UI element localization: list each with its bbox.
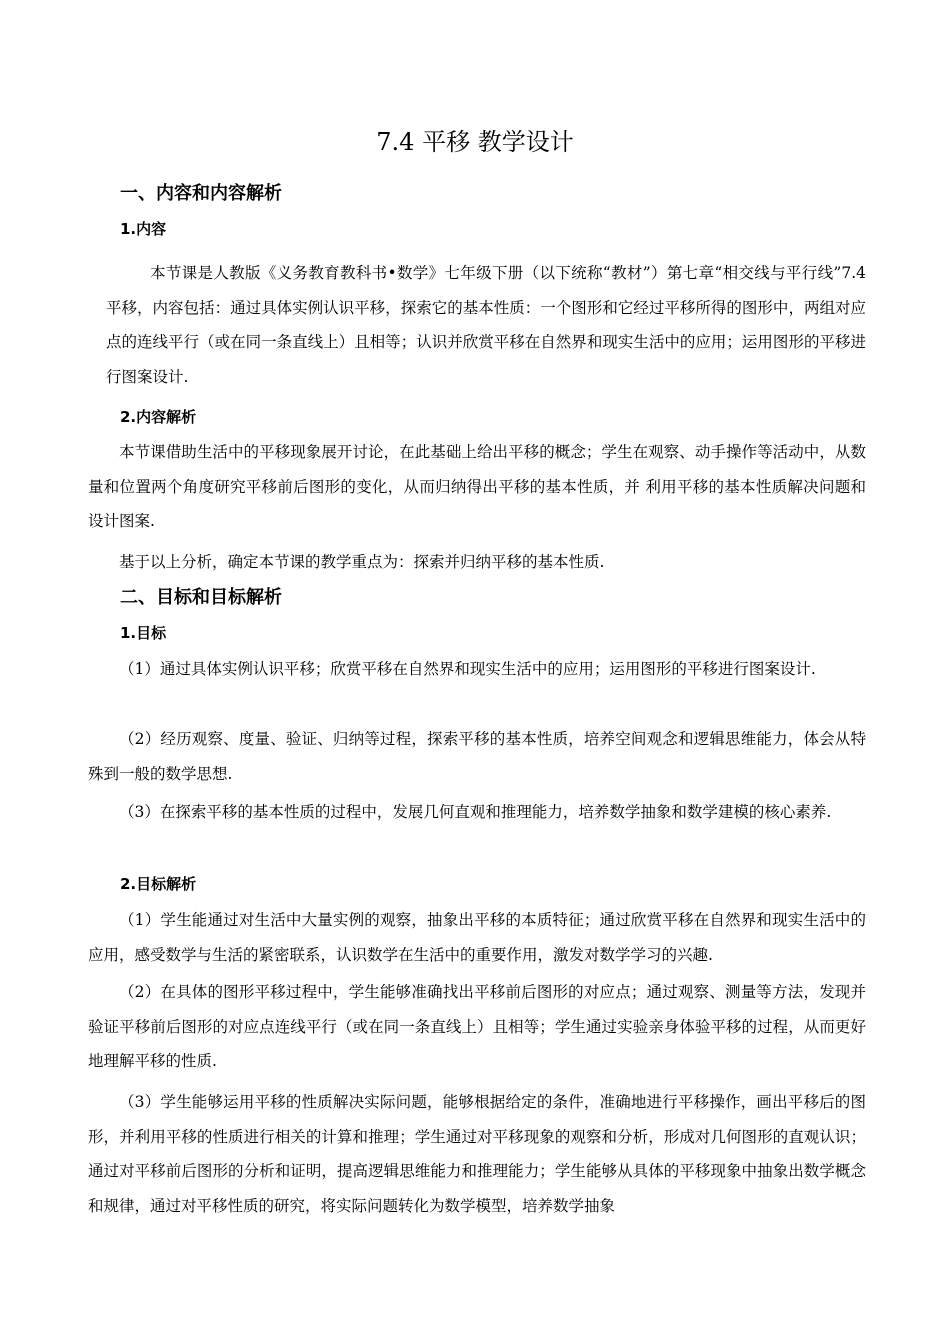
section2-sub1-heading: 1.目标	[120, 624, 167, 642]
section1-sub2-heading: 2.内容解析	[120, 408, 197, 426]
content-analysis-paragraph: 本节课借助生活中的平移现象展开讨论，在此基础上给出平移的概念；学生在观察、动手操作等活动中，从数量和位置两个角度研究平移前后图形的变化，从而归纳得出平移的基本性质，并 利用平移的基本性质解决问题和设计图案.	[88, 443, 866, 530]
content-paragraph: 本节课是人教版《义务教育教科书•数学》七年级下册（以下统称“教材”）第七章“相交线与平行线”7.4 平移，内容包括：通过具体实例认识平移，探索它的基本性质：一个图形和它经过平移所得的图形中，两组对应点的连线平行（或在同一条直线上）且相等；认识并欣赏平移在自然界和现实生活中的应用；运用图形的平移进行图案设计.	[106, 264, 866, 386]
section1-heading: 一、内容和内容解析	[120, 183, 282, 204]
goal-item: （1）通过具体实例认识平移；欣赏平移在自然界和现实生活中的应用；运用图形的平移进行图案设计.	[119, 660, 816, 678]
goal-item: （2）经历观察、度量、验证、归纳等过程，探索平移的基本性质，培养空间观念和逻辑思维能力，体会从特殊到一般的数学思想.	[88, 730, 866, 783]
section2-sub2-heading: 2.目标解析	[120, 875, 197, 893]
section2-heading: 二、目标和目标解析	[120, 587, 282, 608]
section1-sub1-heading: 1.内容	[120, 220, 167, 238]
goal-analysis-item: （1）学生能通过对生活中大量实例的观察，抽象出平移的本质特征；通过欣赏平移在自然界和现实生活中的应用，感受数学与生活的紧密联系，认识数学在生活中的重要作用，激发对数学学习的兴趣.	[88, 911, 866, 964]
goal-analysis-item: （3）学生能够运用平移的性质解决实际问题，能够根据给定的条件，准确地进行平移操作，画出平移后的图形，并利用平移的性质进行相关的计算和推理；学生通过对平移现象的观察和分析，形成对几何图形的直观认识；通过对平移前后图形的分析和证明，提高逻辑思维能力和推理能力；学生能够从具体的平移现象中抽象出数学概念和规律，通过对平移性质的研究，将实际问题转化为数学模型，培养数学抽象	[88, 1093, 866, 1215]
goal-item: （3）在探索平移的基本性质的过程中，发展几何直观和推理能力，培养数学抽象和数学建模的核心素养.	[119, 803, 832, 821]
document-title: 7.4 平移 教学设计	[376, 128, 574, 156]
goal-analysis-item: （2）在具体的图形平移过程中，学生能够准确找出平移前后图形的对应点；通过观察、测量等方法，发现并验证平移前后图形的对应点连线平行（或在同一条直线上）且相等；学生通过实验亲身体验平移的过程，从而更好地理解平移的性质.	[88, 983, 866, 1070]
teaching-focus-paragraph: 基于以上分析，确定本节课的教学重点为：探索并归纳平移的基本性质.	[119, 553, 605, 571]
